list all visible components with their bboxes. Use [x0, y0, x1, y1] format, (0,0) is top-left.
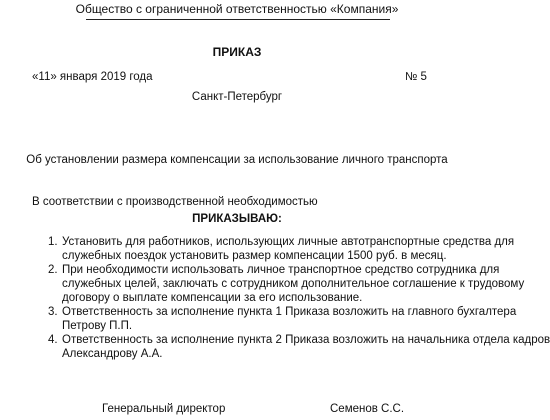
- list-item-line: служебных целей, заключать с сотрудником дополнительное соглашение к трудовому: [62, 278, 525, 290]
- signature-name: Семенов С.С.: [330, 403, 405, 415]
- document-number: № 5: [405, 71, 427, 83]
- list-item-line: При необходимости использовать личное транспортное средство сотрудника для: [62, 264, 500, 276]
- document-date: «11» января 2019 года: [32, 71, 153, 83]
- document-city: Санкт-Петербург: [191, 91, 283, 103]
- list-item-line: Ответственность за исполнение пункта 1 Приказа возложить на главного бухгалтера: [62, 306, 517, 318]
- list-item-line: Петрову П.П.: [62, 320, 133, 332]
- organization-name: Общество с ограниченной ответственностью «Компания»: [75, 2, 399, 16]
- organization-underline: [86, 19, 390, 20]
- signature-position: Генеральный директор: [102, 403, 226, 415]
- list-item-line: Ответственность за исполнение пункта 2 Приказа возложить на начальника отдела кадров: [62, 334, 550, 346]
- list-item-line: служебных поездок установить размер компенсации 1500 руб. в месяц.: [62, 250, 447, 262]
- list-item: [32, 263, 525, 305]
- order-heading: ПРИКАЗЫВАЮ:: [192, 213, 282, 225]
- document-title: ПРИКАЗ: [212, 45, 262, 59]
- document-basis: В соответствии с производственной необходимостью: [32, 196, 318, 208]
- list-item-line: договору о выплате компенсации за его использование.: [62, 292, 363, 304]
- document-subject: Об установлении размера компенсации за использование личного транспорта: [26, 154, 448, 166]
- list-item-number: 4.: [48, 334, 58, 346]
- list-item-line: Александрову А.А.: [62, 348, 163, 360]
- list-item: [32, 235, 515, 263]
- list-item-number: 2.: [48, 264, 58, 276]
- list-item: [32, 305, 517, 333]
- list-item-number: 3.: [48, 306, 58, 318]
- list-item: [32, 333, 550, 361]
- list-item-number: 1.: [48, 236, 58, 248]
- list-item-line: Установить для работников, использующих личные автотранспортные средства для: [62, 236, 515, 248]
- order-items-list: [32, 235, 550, 361]
